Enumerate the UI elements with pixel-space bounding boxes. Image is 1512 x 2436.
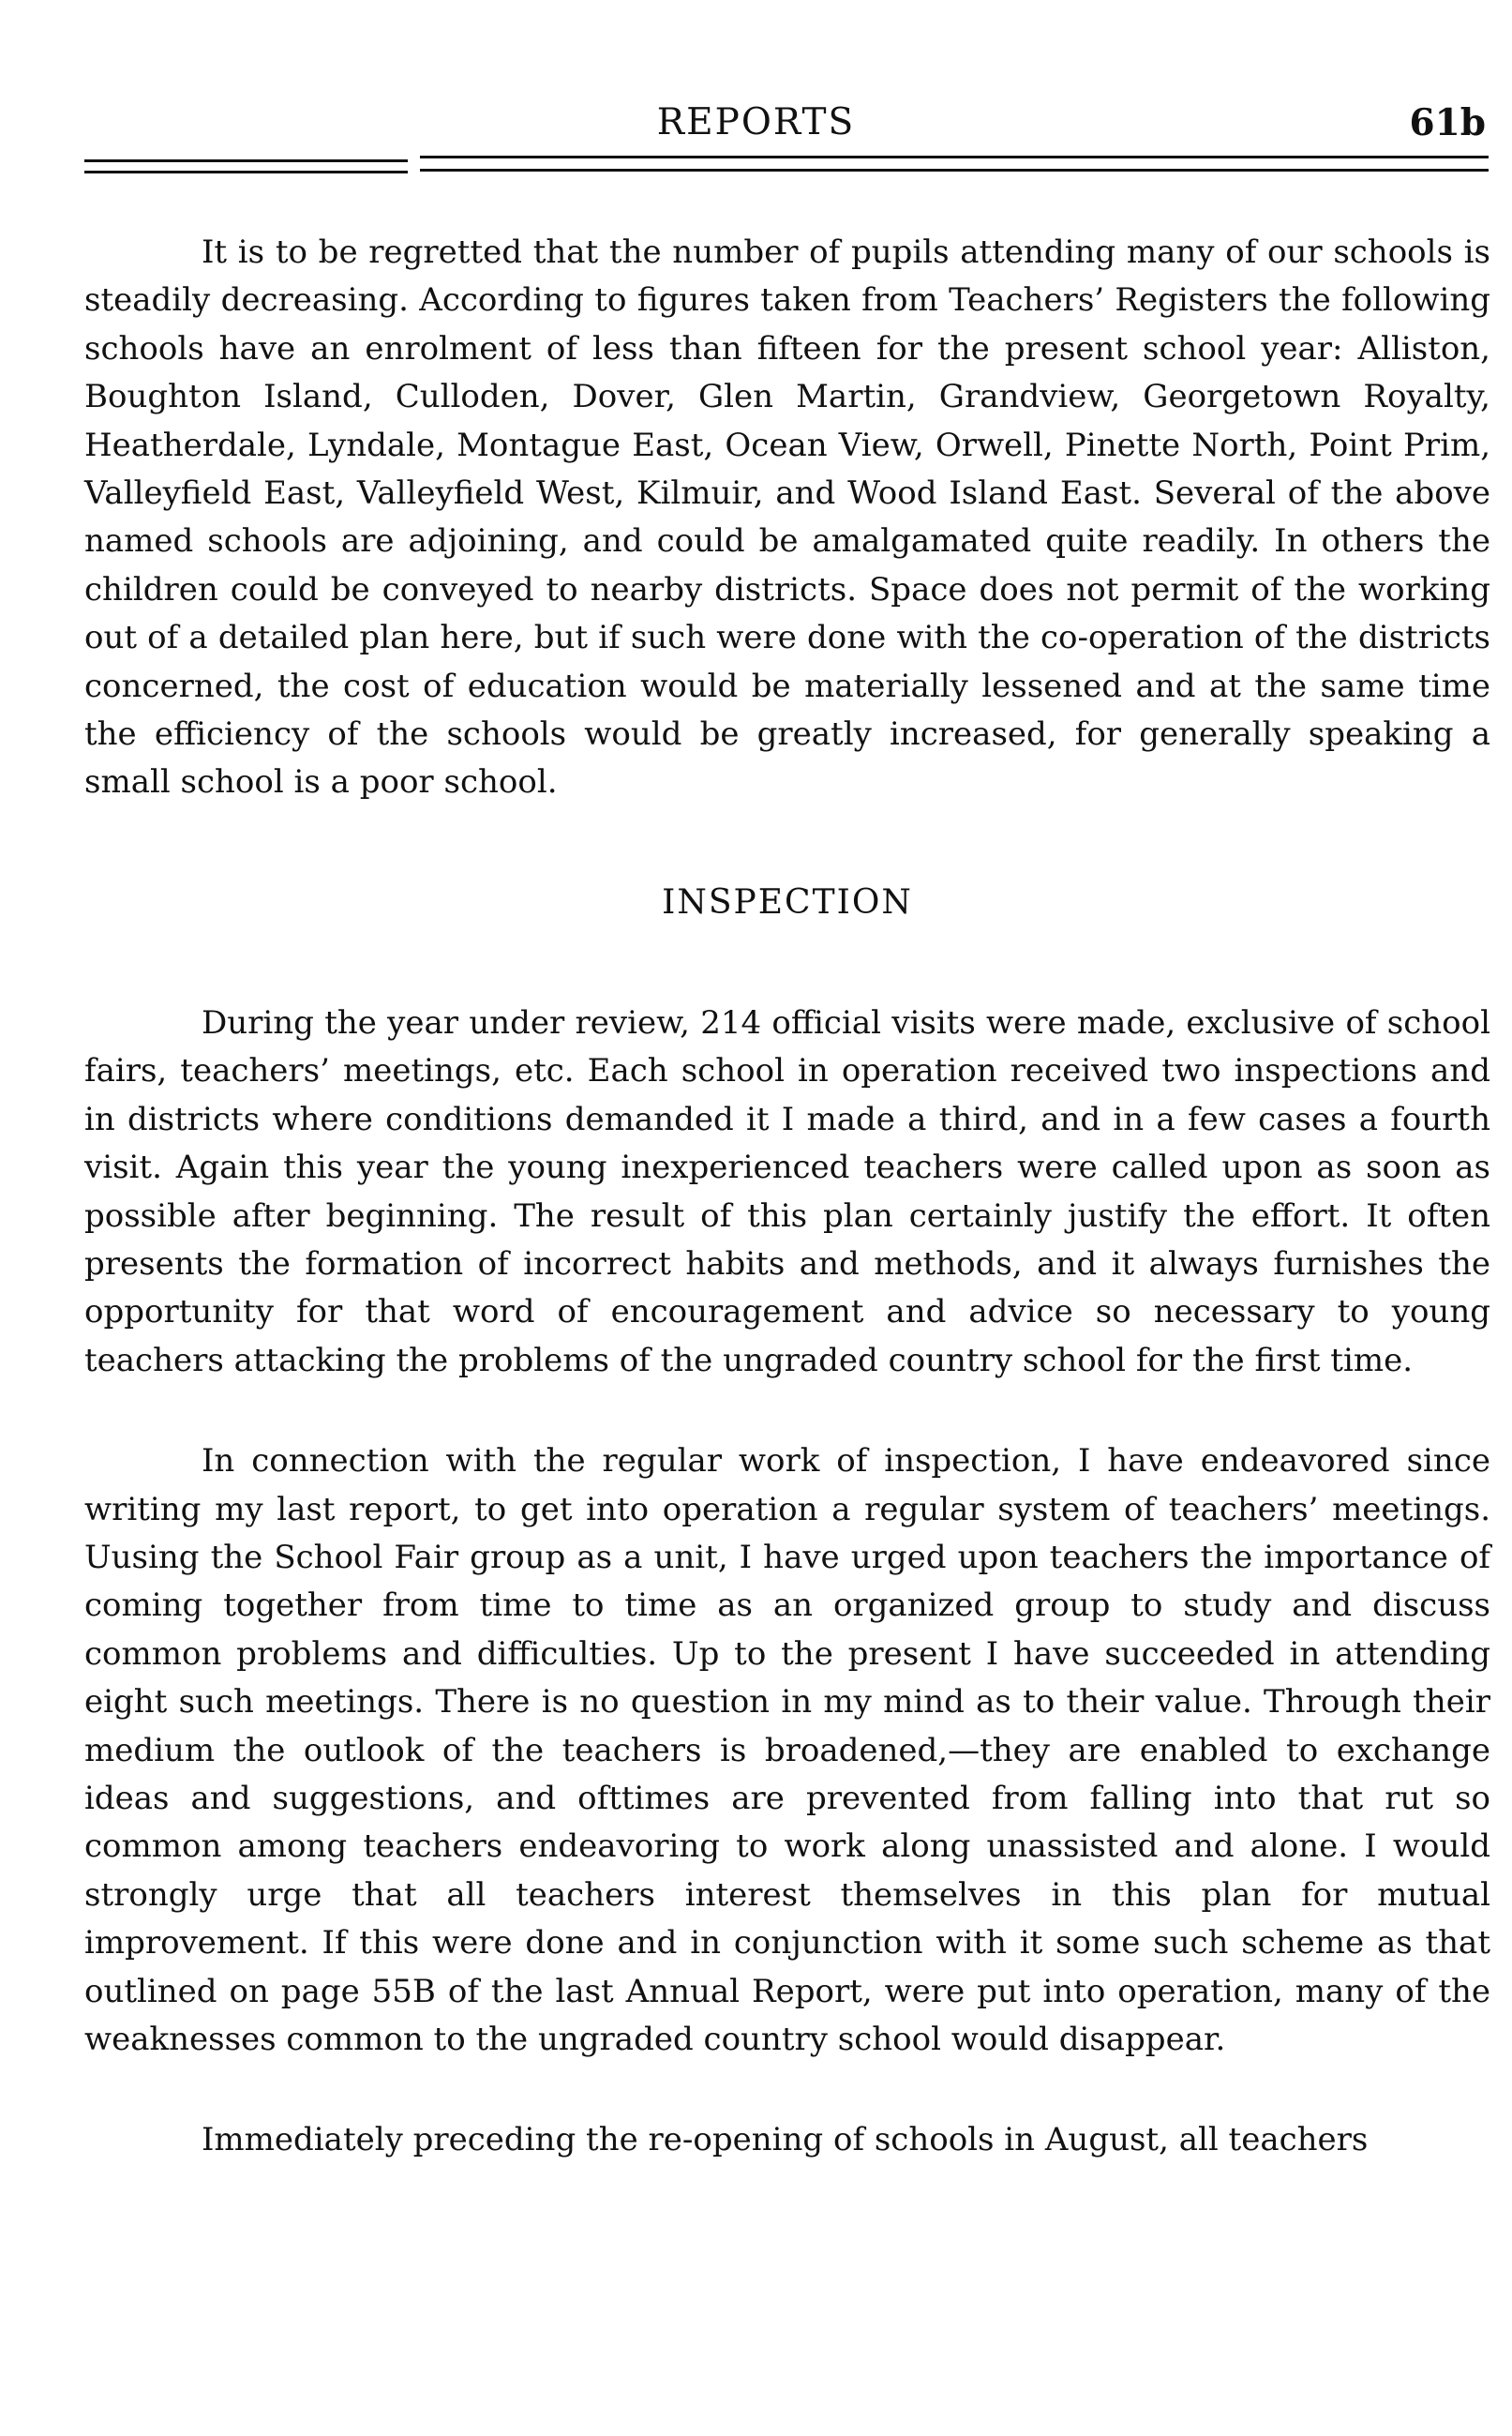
section-heading-inspection: INSPECTION (662, 882, 913, 922)
page-number: 61b (1409, 101, 1486, 144)
paragraph-official-visits: During the year under review, 214 official visits were made, exclusive of school fairs, teachers’ meetings, etc. Each school in operation received two inspections and in districts where conditions demanded it I made a third, and in a few cases a fourth visit. Again this year the young inexperienced teachers were called upon as soon as possible after beginning. The result of this plan certainly justify the effort. It often presents the formation of incorrect habits and methods, and it always furnishes the opportunity for that word of encouragement and advice so necessary to young teachers attacking the problems of the ungraded country school for the first time. (84, 1003, 1490, 1379)
page-body (84, 229, 1490, 2165)
header-rule-right-upper (420, 156, 1489, 158)
running-title: REPORTS (656, 101, 856, 143)
page-header (0, 0, 1512, 164)
paragraph-small-schools: It is to be regretted that the number of pupils attending many of our schools is steadily decreasing. According to figures taken from Teachers’ Registers the following schools have an enrolment of less than fifteen for the present school year: Alliston, Boughton Island, Culloden, Dover, Glen Martin, Grandview, Georgetown Royalty, Heatherdale, Lyndale, Montague East, Ocean View, Orwell, Pinette North, Point Prim, Valleyfield East, Valleyfield West, Kilmuir, and Wood Island East. Several of the above named schools are adjoining, and could be amalgamated quite readily. In others the children could be conveyed to nearby districts. Space does not permit of the working out of a detailed plan here, but if such were done with the co-operation of the districts concerned, the cost of education would be materially lessened and at the same time the efficiency of the schools would be greatly increased, for generally speaking a small school is a poor school. (84, 233, 1490, 802)
paragraph-reopening: Immediately preceding the re-opening of schools in August, all teachers (202, 2121, 1369, 2159)
header-rule-left-lower (84, 171, 408, 173)
header-rule-right-lower (420, 169, 1489, 172)
header-rule-left-upper (84, 159, 408, 162)
paragraph-teachers-meetings: In connection with the regular work of inspection, I have endeavored since writing my last report, to get into operation a regular system of teachers’ meetings. Uusing the School Fair group as a unit, I have urged upon teachers the importance of coming together from time to time as an organized group to study and discuss common problems and difficulties. Up to the present I have succeeded in attending eight such meetings. There is no question in my mind as to their value. Through their medium the outlook of the teachers is broadened,—they are enabled to exchange ideas and suggestions, and ofttimes are prevented from falling into that rut so common among teachers endeavoring to work along unassisted and alone. I would strongly urge that all teachers interest themselves in this plan for mutual improvement. If this were done and in conjunction with it some such scheme as that outlined on page 55B of the last Annual Report, were put into operation, many of the weaknesses common to the ungraded country school would disappear. (84, 1442, 1490, 2058)
